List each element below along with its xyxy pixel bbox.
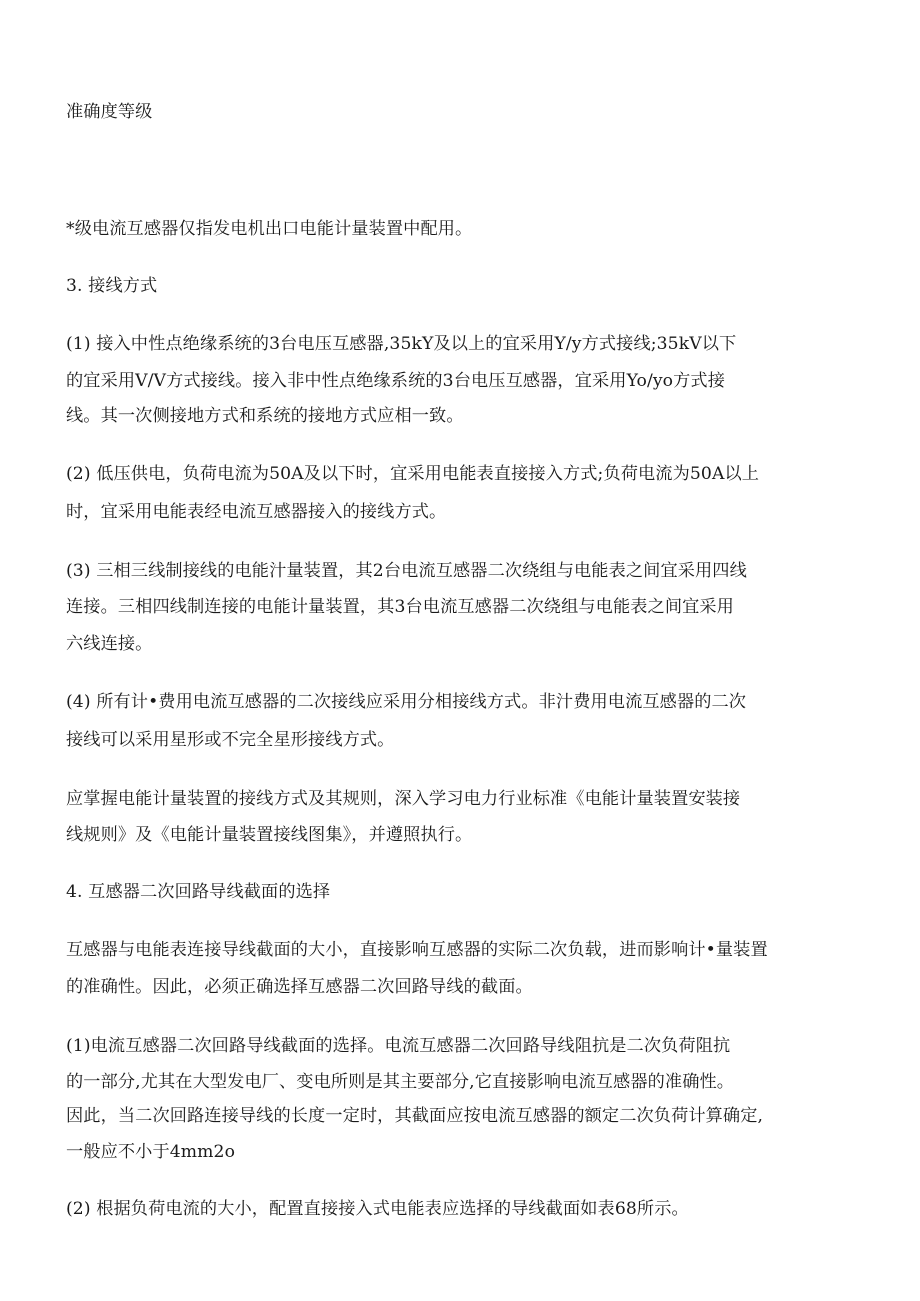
heading-accuracy-class: 准确度等级 — [66, 102, 153, 122]
section-3-title: 3. 接线方式 — [66, 276, 158, 296]
s4-item1-line1: (1)电流互感器二次回路导线截面的选择。电流互感器二次回路导线阻抗是二次负荷阻抗 — [66, 1036, 731, 1056]
s3-item4-line2: 接线可以采用星形或不完全星形接线方式。 — [66, 730, 395, 750]
s4-item1-line3: 因此，当二次回路连接导线的长度一定时，其截面应按电流互感器的额定二次负荷计算确定, — [66, 1106, 764, 1126]
s4-intro-line2: 的准确性。因此，必须正确选择互感器二次回路导线的截面。 — [66, 977, 533, 997]
s3-item1-line3: 线。其一次侧接地方式和系统的接地方式应相一致。 — [66, 406, 464, 426]
s4-item2-line1: (2) 根据负荷电流的大小，配置直接接入式电能表应选择的导线截面如表68所示。 — [66, 1199, 689, 1219]
s3-note-line2: 线规则》及《电能计量装置接线图集》，并遵照执行。 — [66, 825, 473, 845]
s3-item2-line1: (2) 低压供电，负荷电流为50A及以下时，宜采用电能表直接接入方式;负荷电流为50A以上 — [66, 464, 760, 484]
s3-item3-line1: (3) 三相三线制接线的电能汁量装置，其2台电流互感器二次绕组与电能表之间宜采用四线 — [66, 561, 747, 581]
s3-note-line1: 应掌握电能计量装置的接线方式及其规则，深入学习电力行业标准《电能计量装置安装接 — [66, 789, 741, 809]
s4-item1-line2: 的一部分,尤其在大型发电厂、变电所则是其主要部分,它直接影响电流互感器的准确性。 — [66, 1072, 735, 1092]
s3-item2-line2: 时，宜采用电能表经电流互感器接入的接线方式。 — [66, 502, 447, 522]
s3-item3-line3: 六线连接。 — [66, 634, 153, 654]
section-4-title: 4. 互感器二次回路导线截面的选择 — [66, 882, 331, 902]
s3-item4-line1: (4) 所有计•费用电流互感器的二次接线应采用分相接线方式。非汁费用电流互感器的二次 — [66, 692, 747, 712]
s3-item1-line1: (1) 接入中性点绝缘系统的3台电压互感器,35kY及以上的宜采用Y/y方式接线;35kV以下 — [66, 334, 737, 354]
s3-item3-line2: 连接。三相四线制连接的电能计量装置，其3台电流互感器二次绕组与电能表之间宜采用 — [66, 597, 734, 617]
footnote: *级电流互感器仅指发电机出口电能计量装置中配用。 — [66, 219, 473, 239]
s3-item1-line2: 的宜采用V/V方式接线。接入非中性点绝缘系统的3台电压互感器，宜采用Yo/yo方式接 — [66, 371, 725, 391]
s4-intro-line1: 互感器与电能表连接导线截面的大小，直接影响互感器的实际二次负载，进而影响计•量装置 — [66, 940, 768, 960]
s4-item1-line4: 一般应不小于4mm2o — [66, 1142, 236, 1162]
